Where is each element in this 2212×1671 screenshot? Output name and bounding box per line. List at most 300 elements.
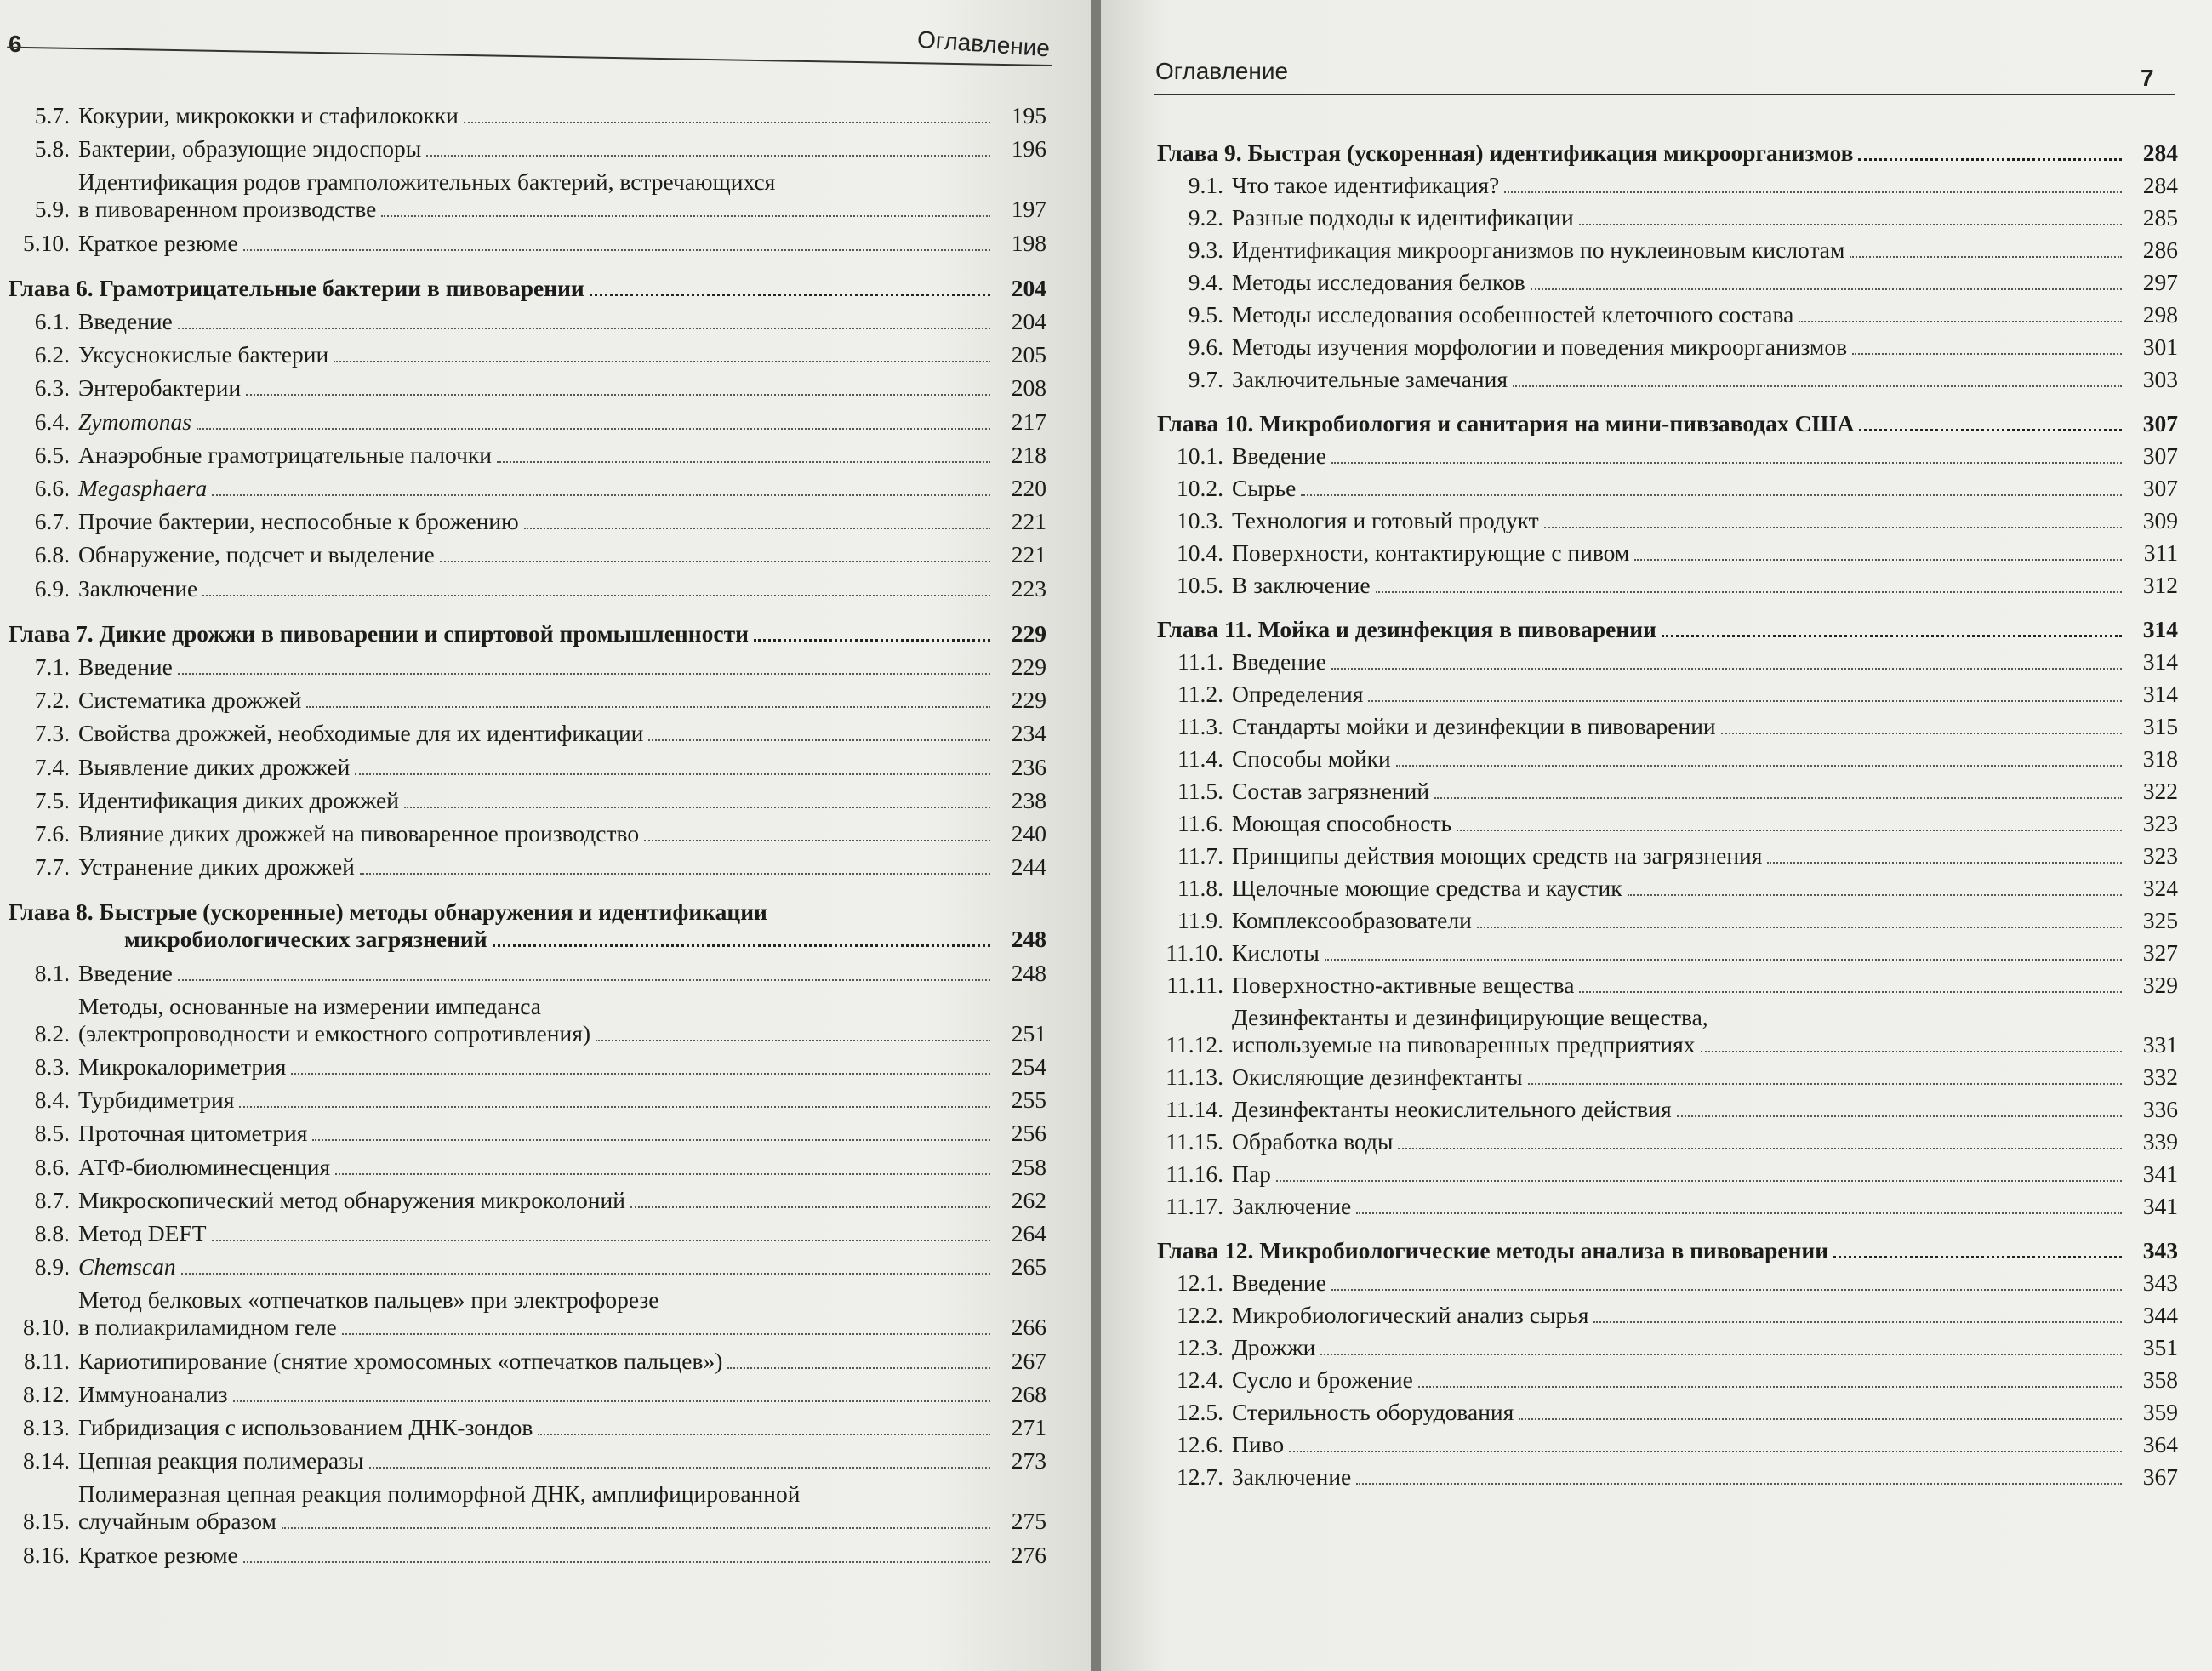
dot-leader bbox=[212, 1240, 990, 1241]
entry-title: Микробиологический анализ сырья bbox=[1232, 1302, 1589, 1328]
dot-leader bbox=[1677, 1115, 2122, 1117]
section-number: 8.3. bbox=[34, 1053, 70, 1080]
dot-leader bbox=[596, 1040, 990, 1041]
entry-title-line1: Идентификация родов грамположительных бактерий, встречающихся bbox=[78, 168, 776, 196]
dot-leader bbox=[239, 1106, 990, 1108]
dot-leader bbox=[291, 1073, 990, 1075]
dot-leader bbox=[1398, 1148, 2122, 1149]
section-number: 8.14. bbox=[23, 1447, 70, 1474]
toc-section-entry bbox=[1157, 778, 2178, 805]
section-number: 9.5. bbox=[1188, 301, 1223, 328]
toc-section-entry bbox=[1157, 1004, 2178, 1058]
toc-chapter-entry bbox=[1157, 1237, 2178, 1264]
section-number: 11.12. bbox=[1166, 1031, 1223, 1058]
entry-title: Дезинфектанты неокислительного действия bbox=[1232, 1096, 1672, 1122]
dot-leader bbox=[1628, 894, 2122, 896]
entry-title: Технология и готовый продукт bbox=[1232, 507, 1539, 533]
entry-title: Обнаружение, подсчет и выделение bbox=[78, 541, 435, 568]
section-number: 11.6. bbox=[1177, 810, 1223, 836]
toc-section-entry bbox=[1157, 648, 2178, 676]
entry-page-number: 311 bbox=[2143, 539, 2178, 566]
toc-chapter-entry bbox=[9, 275, 1046, 302]
section-number: 12.5. bbox=[1177, 1399, 1223, 1425]
dot-leader bbox=[493, 944, 990, 947]
dot-leader bbox=[1513, 385, 2122, 387]
toc-section-entry bbox=[9, 408, 1046, 436]
section-number: 5.7. bbox=[34, 102, 70, 128]
toc-section-entry bbox=[1157, 939, 2178, 967]
dot-leader bbox=[538, 1434, 990, 1435]
entry-page-number: 336 bbox=[2142, 1096, 2178, 1122]
entry-title-line1: Полимеразная цепная реакция полиморфной ДНК, амплифицированной bbox=[78, 1480, 801, 1508]
entry-page-number: 286 bbox=[2142, 237, 2178, 263]
dot-leader bbox=[312, 1139, 990, 1141]
entry-title: Проточная цитометрия bbox=[78, 1120, 308, 1147]
toc-section-entry bbox=[9, 1053, 1046, 1081]
toc-section-entry bbox=[9, 541, 1046, 568]
entry-title-line1: Метод белковых «отпечатков пальцев» при электрофорезе bbox=[78, 1286, 659, 1314]
book-gutter bbox=[1091, 0, 1101, 1671]
toc-section-entry bbox=[1157, 1096, 2178, 1123]
section-number: 9.3. bbox=[1188, 237, 1223, 263]
toc-section-entry bbox=[9, 992, 1046, 1047]
toc-section-entry bbox=[9, 1253, 1046, 1280]
toc-section-entry bbox=[1157, 1193, 2178, 1220]
toc-section-entry bbox=[9, 1120, 1046, 1147]
section-number: 9.7. bbox=[1188, 366, 1223, 392]
dot-leader bbox=[181, 1273, 990, 1275]
entry-page-number: 284 bbox=[2142, 140, 2178, 166]
entry-title: Обработка воды bbox=[1232, 1128, 1394, 1155]
entry-page-number: 273 bbox=[1011, 1447, 1046, 1474]
entry-page-number: 358 bbox=[2142, 1366, 2178, 1393]
section-number: 6.2. bbox=[34, 341, 70, 368]
dot-leader bbox=[404, 807, 990, 808]
toc-section-entry bbox=[1157, 1128, 2178, 1155]
entry-title: Устранение диких дрожжей bbox=[78, 853, 355, 881]
entry-page-number: 195 bbox=[1011, 102, 1046, 128]
dot-leader bbox=[243, 1561, 990, 1563]
dot-leader bbox=[1301, 494, 2122, 496]
entry-page-number: 314 bbox=[2142, 681, 2178, 707]
section-number: 11.9. bbox=[1177, 907, 1223, 933]
dot-leader bbox=[1376, 591, 2122, 593]
toc-section-entry bbox=[9, 853, 1046, 881]
section-number: 11.11. bbox=[1166, 972, 1223, 998]
section-number: 12.2. bbox=[1177, 1302, 1223, 1328]
dot-leader bbox=[1799, 321, 2122, 322]
dot-leader bbox=[1701, 1051, 2123, 1052]
toc-section-entry bbox=[9, 374, 1046, 402]
section-number: 7.2. bbox=[34, 687, 70, 714]
entry-title: Поверхностно-активные вещества bbox=[1232, 972, 1575, 998]
entry-title: Цепная реакция полимеразы bbox=[78, 1447, 364, 1474]
toc-section-entry bbox=[1157, 172, 2178, 199]
section-number: 8.9. bbox=[34, 1253, 70, 1280]
section-number: 11.4. bbox=[1177, 745, 1223, 772]
dot-leader bbox=[1531, 288, 2122, 290]
entry-title: Сусло и брожение bbox=[1232, 1366, 1413, 1393]
toc-section-entry bbox=[1157, 1302, 2178, 1329]
entry-page-number: 314 bbox=[2142, 616, 2178, 642]
section-number: 8.4. bbox=[34, 1086, 70, 1114]
entry-page-number: 331 bbox=[2142, 1031, 2178, 1058]
entry-title: АТФ-биолюминесценция bbox=[78, 1153, 331, 1180]
section-number: 8.5. bbox=[34, 1120, 70, 1147]
dot-leader bbox=[178, 979, 990, 981]
entry-page-number: 339 bbox=[2142, 1128, 2178, 1155]
entry-title: Определения bbox=[1232, 681, 1364, 707]
toc-chapter-entry bbox=[1157, 140, 2178, 167]
entry-title: Систематика дрожжей bbox=[78, 687, 302, 714]
dot-leader bbox=[1859, 429, 2122, 431]
toc-section-entry bbox=[1157, 1366, 2178, 1394]
section-number: 9.1. bbox=[1188, 172, 1223, 198]
entry-page-number: 275 bbox=[1011, 1508, 1046, 1535]
section-number: 9.4. bbox=[1188, 269, 1223, 295]
dot-leader bbox=[381, 215, 990, 217]
toc-section-entry bbox=[9, 1348, 1046, 1375]
dot-leader bbox=[727, 1367, 990, 1369]
entry-page-number: 359 bbox=[2142, 1399, 2178, 1425]
entry-title: Введение bbox=[1232, 648, 1326, 675]
entry-title: Глава 10. Микробиология и санитария на мини-пивзаводах США bbox=[1157, 410, 1855, 436]
entry-page-number: 329 bbox=[2142, 972, 2178, 998]
dot-leader bbox=[1356, 1212, 2122, 1214]
section-number: 10.4. bbox=[1177, 539, 1223, 566]
toc-section-entry bbox=[1157, 1431, 2178, 1458]
toc-section-entry bbox=[9, 442, 1046, 469]
entry-page-number: 343 bbox=[2142, 1237, 2178, 1263]
entry-title: Моющая способность bbox=[1232, 810, 1452, 836]
entry-title: Иммуноанализ bbox=[78, 1380, 228, 1407]
entry-page-number: 217 bbox=[1011, 408, 1046, 435]
entry-title: Что такое идентификация? bbox=[1232, 172, 1500, 198]
section-number: 8.12. bbox=[23, 1380, 70, 1407]
entry-title: Свойства дрожжей, необходимые для их идентификации bbox=[78, 720, 644, 747]
dot-leader bbox=[282, 1527, 990, 1529]
dot-leader bbox=[246, 394, 990, 396]
entry-page-number: 315 bbox=[2142, 713, 2178, 739]
entry-page-number: 314 bbox=[2142, 648, 2178, 675]
toc-section-entry bbox=[1157, 507, 2178, 534]
dot-leader bbox=[464, 122, 990, 123]
entry-title-line1: Дезинфектанты и дезинфицирующие вещества, bbox=[1232, 1004, 1708, 1030]
entry-page-number: 220 bbox=[1011, 475, 1046, 501]
dot-leader bbox=[1356, 1483, 2122, 1485]
toc-section-entry bbox=[9, 1286, 1046, 1341]
page-number-left: 6 bbox=[9, 31, 22, 57]
section-number: 6.8. bbox=[34, 541, 70, 568]
entry-title: Zymomonas bbox=[78, 408, 191, 435]
toc-section-entry bbox=[9, 135, 1046, 163]
section-number: 10.1. bbox=[1177, 442, 1223, 469]
toc-section-entry bbox=[9, 575, 1046, 602]
entry-title: Способы мойки bbox=[1232, 745, 1391, 772]
toc-section-entry bbox=[9, 1542, 1046, 1569]
section-number: 11.8. bbox=[1177, 875, 1223, 901]
section-number: 11.1. bbox=[1177, 648, 1223, 675]
toc-chapter-entry bbox=[1157, 616, 2178, 643]
dot-leader bbox=[426, 155, 990, 157]
entry-title: Megasphaera bbox=[78, 475, 208, 501]
entry-title: Влияние диких дрожжей на пивоваренное производство bbox=[78, 820, 640, 847]
entry-page-number: 298 bbox=[2142, 301, 2178, 328]
section-number: 8.1. bbox=[34, 959, 70, 986]
entry-title: Анаэробные грамотрицательные палочки bbox=[78, 441, 493, 468]
dot-leader bbox=[334, 361, 990, 362]
toc-section-entry bbox=[9, 1086, 1046, 1114]
dot-leader bbox=[1767, 862, 2122, 864]
entry-title: Введение bbox=[78, 308, 173, 334]
entry-title: Стандарты мойки и дезинфекции в пивоварении bbox=[1232, 713, 1716, 739]
toc-section-entry bbox=[1157, 442, 2178, 470]
entry-title: Окисляющие дезинфектанты bbox=[1232, 1064, 1523, 1090]
dot-leader bbox=[648, 739, 990, 741]
entry-page-number: 234 bbox=[1011, 720, 1046, 747]
dot-leader bbox=[1434, 797, 2122, 799]
entry-title: Глава 6. Грамотрицательные бактерии в пивоварении bbox=[9, 274, 584, 301]
entry-page-number: 255 bbox=[1011, 1086, 1046, 1114]
dot-leader bbox=[1396, 765, 2122, 767]
toc-section-entry bbox=[1157, 539, 2178, 567]
entry-title: Введение bbox=[1232, 442, 1326, 469]
toc-section-entry bbox=[9, 1154, 1046, 1181]
right-page bbox=[1101, 0, 2212, 1671]
dot-leader bbox=[1504, 191, 2122, 193]
dot-leader bbox=[1833, 1256, 2122, 1258]
toc-section-entry bbox=[9, 820, 1046, 847]
section-number: 9.2. bbox=[1188, 204, 1223, 231]
toc-section-entry bbox=[1157, 1463, 2178, 1491]
entry-page-number: 276 bbox=[1011, 1541, 1046, 1568]
dot-leader bbox=[1850, 256, 2122, 258]
section-number: 7.3. bbox=[34, 720, 70, 747]
dot-leader bbox=[1477, 927, 2122, 928]
entry-title: в пивоваренном производстве bbox=[78, 196, 377, 223]
section-number: 5.8. bbox=[34, 135, 70, 163]
toc-section-entry bbox=[9, 687, 1046, 714]
entry-page-number: 303 bbox=[2142, 366, 2178, 392]
entry-title: Бактерии, образующие эндоспоры bbox=[78, 135, 422, 163]
entry-page-number: 240 bbox=[1011, 820, 1046, 847]
entry-title: В заключение bbox=[1232, 572, 1371, 598]
entry-title: Метод DEFT bbox=[78, 1220, 207, 1246]
toc-section-entry bbox=[9, 960, 1046, 987]
dot-leader bbox=[1331, 1289, 2122, 1291]
entry-page-number: 204 bbox=[1011, 274, 1046, 301]
toc-section-entry bbox=[1157, 875, 2178, 902]
section-number: 8.2. bbox=[34, 1019, 70, 1047]
entry-title: Состав загрязнений bbox=[1232, 778, 1430, 804]
section-number: 6.3. bbox=[34, 374, 70, 402]
entry-page-number: 318 bbox=[2142, 745, 2178, 772]
entry-page-number: 312 bbox=[2142, 572, 2178, 598]
dot-leader bbox=[497, 461, 990, 463]
toc-section-entry bbox=[1157, 681, 2178, 708]
section-number: 12.3. bbox=[1177, 1334, 1223, 1360]
header-rule-left bbox=[7, 47, 1052, 66]
entry-page-number: 256 bbox=[1011, 1120, 1046, 1147]
toc-section-entry bbox=[1157, 204, 2178, 231]
section-number: 8.11. bbox=[24, 1347, 70, 1374]
entry-page-number: 229 bbox=[1011, 653, 1046, 680]
dot-leader bbox=[1634, 559, 2122, 561]
dot-leader bbox=[1276, 1180, 2122, 1182]
entry-title: Глава 11. Мойка и дезинфекция в пивоварении bbox=[1157, 616, 1656, 642]
header-rule-right bbox=[1154, 94, 2175, 95]
toc-section-entry bbox=[9, 308, 1046, 335]
toc-section-entry bbox=[9, 1187, 1046, 1214]
dot-leader bbox=[178, 673, 990, 675]
dot-leader bbox=[306, 706, 990, 708]
entry-title: Глава 7. Дикие дрожжи в пивоварении и спиртовой промышленности bbox=[9, 619, 749, 647]
entry-page-number: 325 bbox=[2142, 907, 2178, 933]
entry-title: Уксуснокислые бактерии bbox=[78, 341, 329, 368]
entry-page-number: 266 bbox=[1011, 1314, 1046, 1341]
entry-page-number: 236 bbox=[1011, 753, 1046, 780]
entry-title: Методы изучения морфологии и поведения микроорганизмов bbox=[1232, 334, 1848, 360]
toc-section-entry bbox=[9, 102, 1046, 129]
entry-page-number: 197 bbox=[1011, 196, 1046, 223]
entry-title: Турбидиметрия bbox=[78, 1086, 235, 1114]
entry-page-number: 238 bbox=[1011, 786, 1046, 813]
dot-leader bbox=[243, 249, 990, 251]
entry-page-number: 218 bbox=[1011, 441, 1046, 468]
dot-leader bbox=[202, 595, 990, 596]
entry-title: Пиво bbox=[1232, 1431, 1285, 1457]
dot-leader bbox=[342, 1333, 990, 1335]
toc-section-entry bbox=[9, 754, 1046, 781]
entry-page-number: 254 bbox=[1011, 1053, 1046, 1080]
toc-section-entry bbox=[1157, 237, 2178, 264]
toc-section-entry bbox=[9, 1414, 1046, 1441]
toc-section-entry bbox=[9, 1447, 1046, 1474]
dot-leader bbox=[1320, 1354, 2122, 1355]
entry-page-number: 322 bbox=[2142, 778, 2178, 804]
entry-title: Заключение bbox=[1232, 1463, 1352, 1490]
entry-page-number: 307 bbox=[2142, 475, 2178, 501]
section-number: 5.9. bbox=[34, 196, 70, 223]
toc-section-entry bbox=[9, 168, 1046, 223]
toc-chapter-entry bbox=[1157, 410, 2178, 437]
entry-title: Введение bbox=[1232, 1269, 1326, 1296]
entry-page-number: 367 bbox=[2142, 1463, 2178, 1490]
toc-section-entry bbox=[1157, 1334, 2178, 1361]
toc-section-entry bbox=[1157, 1161, 2178, 1188]
entry-title: Краткое резюме bbox=[78, 1541, 238, 1568]
entry-page-number: 229 bbox=[1011, 619, 1046, 647]
dot-leader bbox=[335, 1173, 990, 1175]
entry-page-number: 264 bbox=[1011, 1220, 1046, 1246]
dot-leader bbox=[1528, 1083, 2122, 1085]
section-number: 12.7. bbox=[1177, 1463, 1223, 1490]
entry-page-number: 327 bbox=[2142, 939, 2178, 966]
entry-title: Микроскопический метод обнаружения микроколоний bbox=[78, 1186, 625, 1213]
dot-leader bbox=[1579, 991, 2122, 993]
entry-title: случайным образом bbox=[78, 1508, 276, 1535]
dot-leader bbox=[1593, 1321, 2122, 1323]
dot-leader bbox=[178, 328, 990, 329]
entry-title: Заключение bbox=[1232, 1193, 1352, 1219]
entry-page-number: 271 bbox=[1011, 1414, 1046, 1440]
dot-leader bbox=[360, 873, 990, 875]
entry-title: в полиакриламидном геле bbox=[78, 1314, 337, 1341]
section-number: 11.14. bbox=[1166, 1096, 1223, 1122]
left-page bbox=[0, 0, 1091, 1671]
entry-title: Кислоты bbox=[1232, 939, 1320, 966]
entry-page-number: 341 bbox=[2142, 1193, 2178, 1219]
toc-section-entry bbox=[9, 1381, 1046, 1408]
page-number-right: 7 bbox=[2141, 65, 2154, 91]
toc-section-entry bbox=[9, 1220, 1046, 1247]
entry-page-number: 265 bbox=[1011, 1253, 1046, 1280]
dot-leader bbox=[590, 294, 990, 296]
dot-leader bbox=[233, 1400, 990, 1402]
dot-leader bbox=[1852, 353, 2122, 355]
entry-title: Стерильность оборудования bbox=[1232, 1399, 1514, 1425]
entry-title: (электропроводности и емкостного сопротивления) bbox=[78, 1019, 591, 1047]
entry-title: Введение bbox=[78, 653, 173, 680]
toc-section-entry bbox=[1157, 810, 2178, 837]
toc-section-entry bbox=[9, 230, 1046, 257]
section-number: 8.15. bbox=[23, 1508, 70, 1535]
section-number: 11.16. bbox=[1166, 1161, 1223, 1187]
dot-leader bbox=[1325, 959, 2122, 961]
toc-section-entry bbox=[1157, 713, 2178, 740]
dot-leader bbox=[1519, 1418, 2122, 1420]
dot-leader bbox=[369, 1467, 991, 1469]
section-number: 6.4. bbox=[34, 408, 70, 435]
toc-section-entry bbox=[9, 653, 1046, 681]
entry-title-line1: Методы, основанные на измерении импеданса bbox=[78, 992, 541, 1019]
entry-title: Введение bbox=[78, 959, 173, 986]
section-number: 7.1. bbox=[34, 653, 70, 680]
dot-leader bbox=[355, 773, 990, 775]
toc-section-entry bbox=[1157, 269, 2178, 296]
dot-leader bbox=[440, 561, 990, 562]
toc-section-entry bbox=[9, 475, 1046, 502]
section-number: 6.7. bbox=[34, 508, 70, 535]
dot-leader bbox=[1858, 158, 2122, 161]
dot-leader bbox=[754, 639, 990, 642]
section-number: 5.10. bbox=[23, 229, 70, 256]
entry-title: Поверхности, контактирующие с пивом bbox=[1232, 539, 1630, 566]
section-number: 6.6. bbox=[34, 475, 70, 501]
entry-page-number: 364 bbox=[2142, 1431, 2178, 1457]
entry-page-number: 284 bbox=[2142, 172, 2178, 198]
entry-page-number: 205 bbox=[1011, 341, 1046, 368]
section-number: 11.10. bbox=[1166, 939, 1223, 966]
running-head-right: Оглавление bbox=[1155, 58, 1289, 84]
entry-page-number: 332 bbox=[2142, 1064, 2178, 1090]
section-number: 12.1. bbox=[1177, 1269, 1223, 1296]
section-number: 11.3. bbox=[1177, 713, 1223, 739]
entry-page-number: 297 bbox=[2142, 269, 2178, 295]
entry-page-number: 204 bbox=[1011, 308, 1046, 334]
entry-title: Идентификация микроорганизмов по нуклеиновым кислотам bbox=[1232, 237, 1845, 263]
toc-section-entry bbox=[1157, 907, 2178, 934]
section-number: 11.17. bbox=[1166, 1193, 1223, 1219]
dot-leader bbox=[1544, 527, 2122, 528]
dot-leader bbox=[1331, 668, 2122, 670]
entry-title: Сырье bbox=[1232, 475, 1297, 501]
entry-page-number: 221 bbox=[1011, 541, 1046, 568]
section-number: 10.2. bbox=[1177, 475, 1223, 501]
dot-leader bbox=[197, 428, 990, 430]
section-number: 11.5. bbox=[1177, 778, 1223, 804]
entry-page-number: 223 bbox=[1011, 574, 1046, 602]
